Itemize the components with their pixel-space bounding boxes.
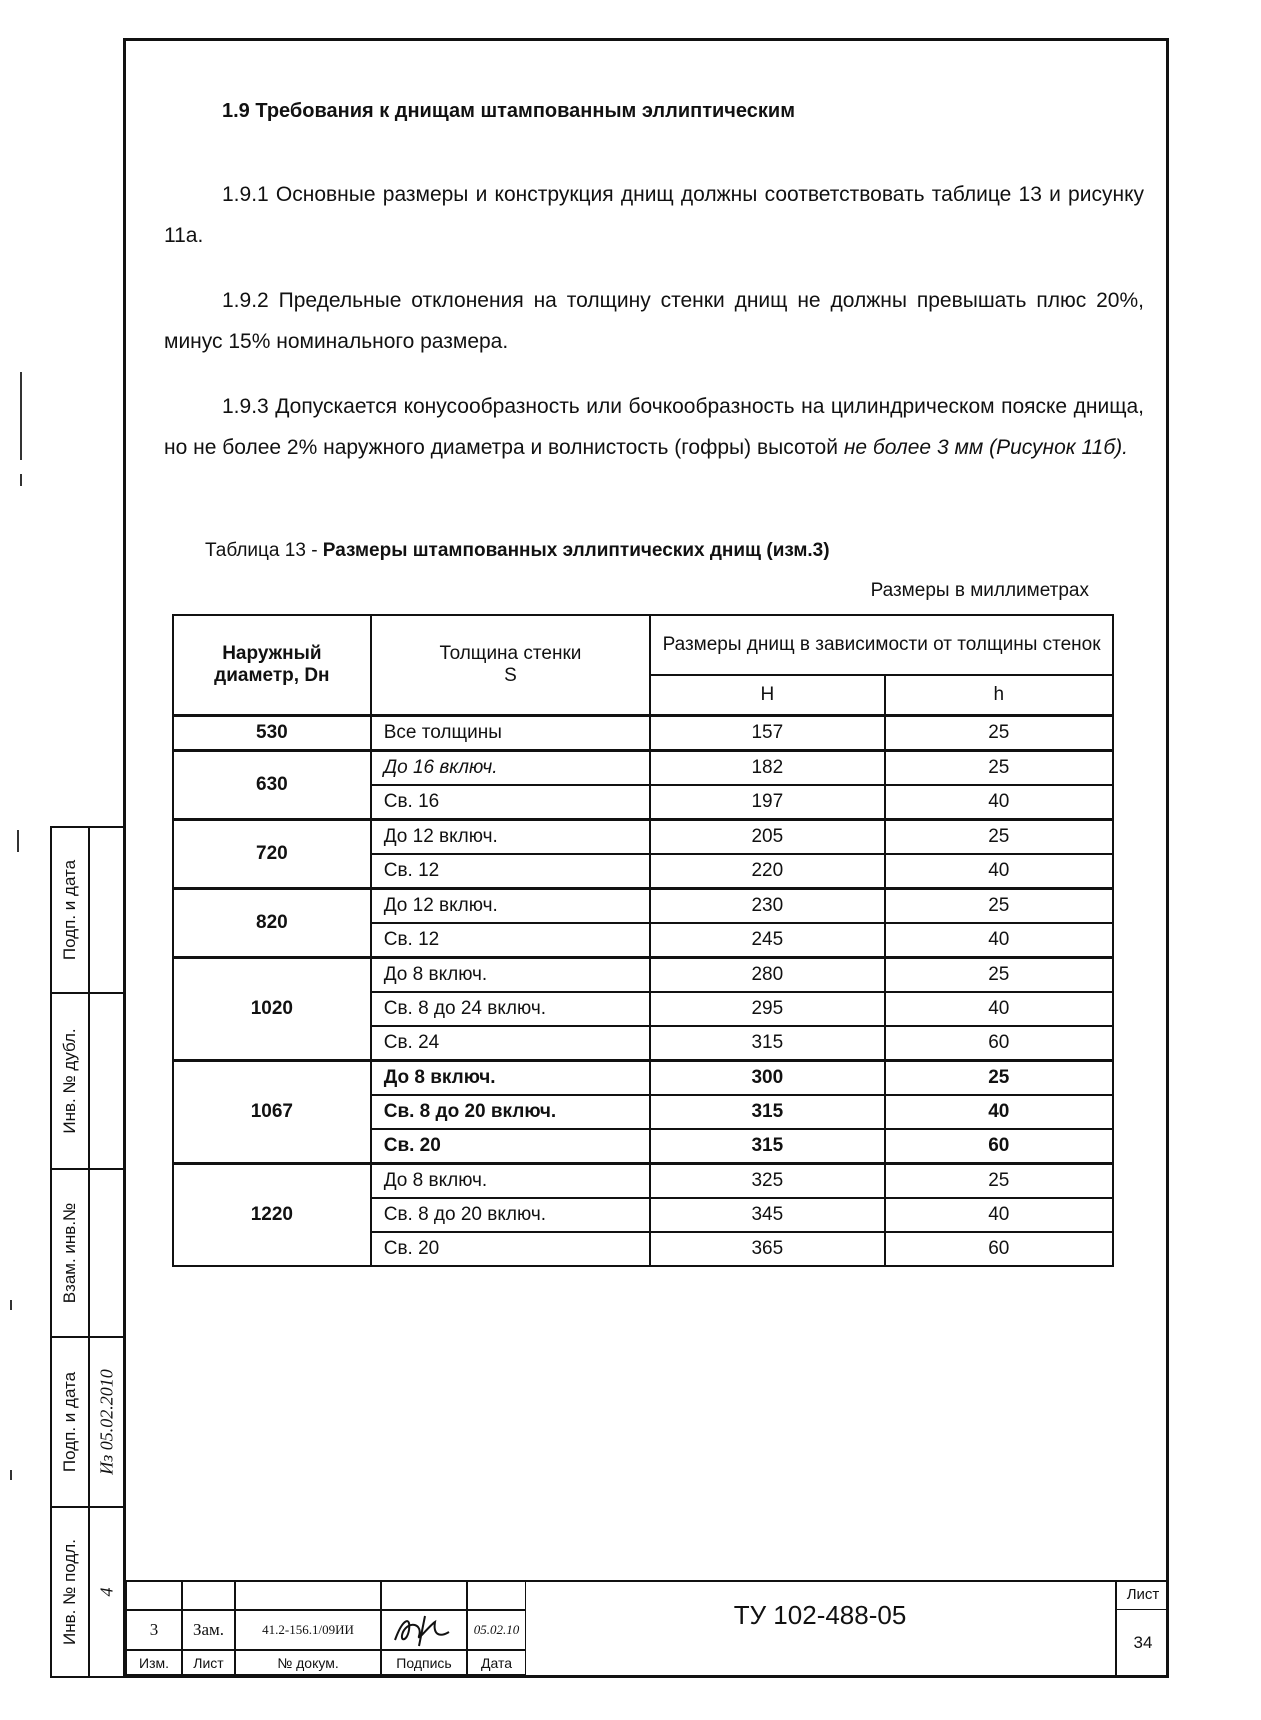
side-vzam-inv [50,1168,125,1338]
height-H-cell: 300 [650,1061,884,1096]
table-row [173,716,1113,751]
height-H-cell: 197 [650,785,884,820]
scan-mark [20,474,22,486]
thickness-cell: До 8 включ. [371,1164,650,1199]
side-label: Подп. и дата [60,1371,79,1473]
height-h-cell: 25 [885,751,1113,786]
table-row [173,1164,1113,1199]
signature-mark [389,1612,459,1648]
table-caption-title: Размеры штампованных эллиптических днищ (изм.3) [322,540,830,561]
side-inv-podl [50,1506,125,1678]
height-H-cell: 220 [650,854,884,889]
height-h-cell: 25 [885,820,1113,855]
table-body [173,716,1113,1267]
height-h-cell: 40 [885,785,1113,820]
height-H-cell: 325 [650,1164,884,1199]
label-date: Дата [467,1650,526,1675]
paragraph-1-9-2: 1.9.2 Предельные отклонения на толщину стенки днищ не должны превышать плюс 20%, минус 15% номинального размера. [164,289,1144,353]
thickness-cell: Св. 12 [371,854,650,889]
dimensions-table [172,614,1114,1267]
sheet-label: Лист [1115,1580,1169,1610]
height-H-cell: 230 [650,889,884,924]
height-h-cell: 40 [885,1198,1113,1232]
table-row [173,751,1113,786]
thickness-cell: До 16 включ. [371,751,650,786]
header-thickness: Толщина стенки S [371,615,650,716]
side-date-value: Из 05.02.2010 [96,1369,116,1475]
thickness-cell: Св. 8 до 20 включ. [371,1095,650,1129]
height-h-cell: 25 [885,716,1113,751]
height-H-cell: 365 [650,1232,884,1266]
thickness-cell: До 8 включ. [371,958,650,993]
table-row [173,958,1113,993]
label-sign: Подпись [381,1650,467,1675]
height-H-cell: 205 [650,820,884,855]
table-row [173,1061,1113,1096]
diameter-cell: 630 [173,751,371,820]
table-row [173,820,1113,855]
side-label: Взам. инв.№ [60,1202,79,1304]
sheet-number: 34 [1115,1610,1169,1675]
height-H-cell: 280 [650,958,884,993]
height-H-cell: 315 [650,1095,884,1129]
thickness-cell: Все толщины [371,716,650,751]
side-inv-dubl [50,992,125,1170]
document-designation: ТУ 102-488-05 [733,1600,907,1630]
thickness-cell: До 12 включ. [371,889,650,924]
thickness-cell: До 12 включ. [371,820,650,855]
side-label: Инв. № дубл. [60,1028,79,1134]
height-h-cell: 40 [885,923,1113,958]
paragraph-1-9-3 [164,386,1144,468]
header-H: H [650,675,884,716]
date-value: 05.02.10 [467,1610,526,1650]
thickness-cell: Св. 12 [371,923,650,958]
height-H-cell: 157 [650,716,884,751]
scan-mark [17,830,19,852]
height-h-cell: 40 [885,992,1113,1026]
height-h-cell: 25 [885,958,1113,993]
diameter-cell: 1020 [173,958,371,1061]
section-heading: 1.9 Требования к днищам штампованным эллиптическим [222,100,795,122]
paragraph-1-9-1: 1.9.1 Основные размеры и конструкция днищ должны соответствовать таблице 13 и рисунку 11а. [164,183,1144,247]
height-H-cell: 295 [650,992,884,1026]
diameter-cell: 1067 [173,1061,371,1164]
side-label: Подп. и дата [60,859,79,961]
doc-number-value: 41.2-156.1/09ИИ [235,1610,381,1650]
side-podp-data-2 [50,1336,125,1508]
paragraph-1-9-3-text: 1.9.3 Допускается конусообразность или бочкообразность на цилиндрическом пояске днища, но не более 2% наружного диаметра и волнистость (гофры) высотой [164,395,1144,459]
thickness-cell: Св. 24 [371,1026,650,1061]
header-diameter: Наружный диаметр, Dн [173,615,371,716]
height-H-cell: 182 [650,751,884,786]
izm-value: 3 [126,1610,182,1650]
diameter-cell: 720 [173,820,371,889]
label-list: Лист [182,1650,235,1675]
height-h-cell: 60 [885,1129,1113,1164]
height-h-cell: 60 [885,1232,1113,1266]
height-H-cell: 245 [650,923,884,958]
table-row [173,889,1113,924]
height-h-cell: 40 [885,854,1113,889]
height-H-cell: 315 [650,1026,884,1061]
height-H-cell: 315 [650,1129,884,1164]
height-h-cell: 25 [885,1164,1113,1199]
table-caption [205,540,830,562]
side-podp-data-1 [50,826,125,994]
thickness-cell: Св. 8 до 24 включ. [371,992,650,1026]
scan-mark [20,372,22,460]
table-caption-prefix: Таблица 13 - [205,540,323,561]
height-h-cell: 25 [885,1061,1113,1096]
scan-mark [10,1470,12,1480]
thickness-cell: До 8 включ. [371,1061,650,1096]
thickness-cell: Св. 8 до 20 включ. [371,1198,650,1232]
thickness-cell: Св. 20 [371,1232,650,1266]
label-izm: Изм. [126,1650,182,1675]
height-h-cell: 25 [885,889,1113,924]
header-sizes: Размеры днищ в зависимости от толщины стенок [650,615,1113,675]
scan-mark [10,1300,12,1310]
thickness-cell: Св. 16 [371,785,650,820]
table-units: Размеры в миллиметрах [870,580,1089,601]
diameter-cell: 530 [173,716,371,751]
side-inv-value: 4 [96,1587,116,1597]
height-h-cell: 60 [885,1026,1113,1061]
diameter-cell: 820 [173,889,371,958]
thickness-cell: Св. 20 [371,1129,650,1164]
diameter-cell: 1220 [173,1164,371,1267]
list-value: Зам. [182,1610,235,1650]
side-label: Инв. № подл. [60,1539,79,1645]
paragraph-1-9-3-italic: не более 3 мм (Рисунок 11б). [843,436,1128,459]
label-doc: № докум. [235,1650,381,1675]
height-h-cell: 40 [885,1095,1113,1129]
height-H-cell: 345 [650,1198,884,1232]
signature [381,1610,467,1650]
header-h: h [885,675,1113,716]
